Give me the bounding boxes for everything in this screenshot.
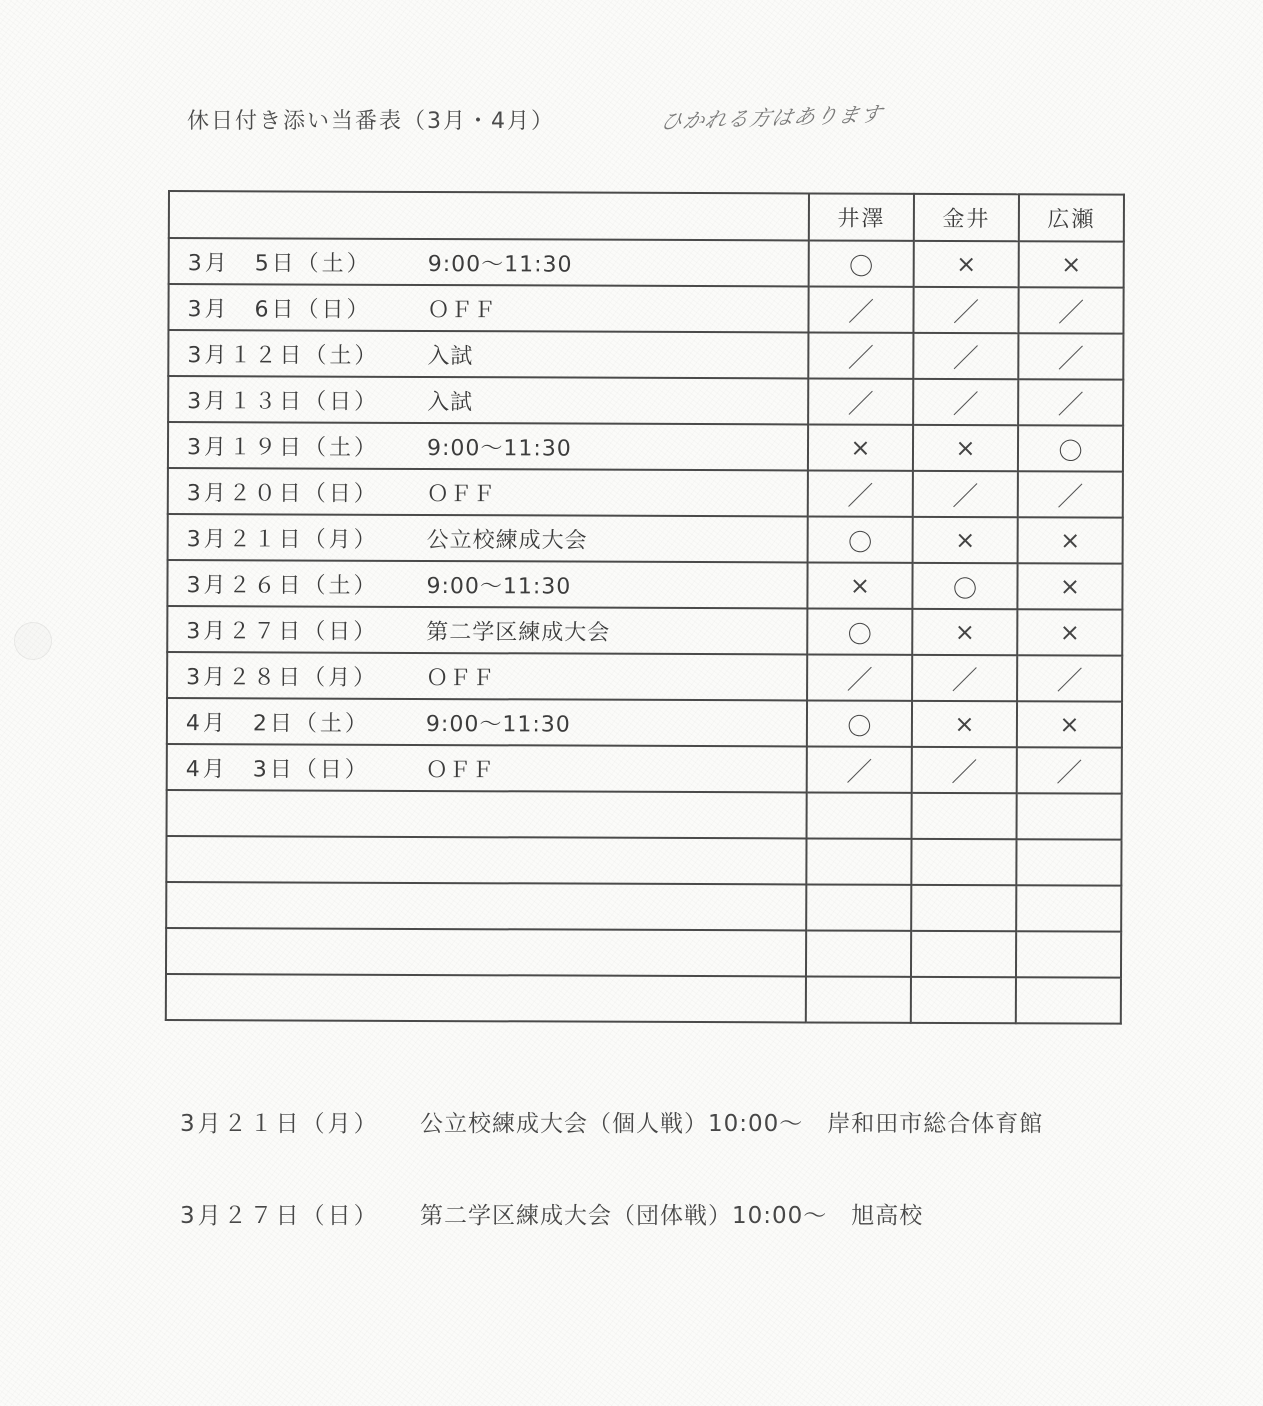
empty-cell — [911, 977, 1016, 1023]
empty-row — [167, 790, 1122, 840]
schedule-date: 3月２１日（月） — [186, 526, 379, 553]
header-blank-cell — [169, 191, 809, 240]
schedule-description-cell — [168, 422, 808, 470]
duty-mark-cell: 〇 — [1018, 425, 1123, 471]
schedule-description-cell — [168, 284, 808, 332]
duty-mark-cell: ／ — [912, 747, 1017, 793]
duty-mark-cell: × — [912, 609, 1017, 655]
column-header-name: 井澤 — [809, 193, 914, 240]
schedule-event: 9:00〜11:30 — [426, 435, 572, 462]
schedule-date: 3月２０日（日） — [186, 480, 379, 507]
duty-mark-cell: ／ — [1017, 747, 1122, 793]
schedule-description-cell — [168, 468, 808, 516]
empty-row — [166, 928, 1121, 978]
note-description: 公立校練成大会（個人戦）10:00〜 岸和田市総合体育館 — [420, 1111, 1044, 1137]
empty-cell — [806, 884, 911, 930]
document-title: 休日付き添い当番表（3月・4月） — [187, 109, 555, 134]
event-notes — [180, 1105, 1043, 1289]
schedule-description-cell — [167, 560, 807, 608]
duty-mark-cell: × — [913, 425, 1018, 471]
empty-cell — [166, 836, 806, 884]
empty-row — [166, 882, 1121, 932]
empty-cell — [1016, 977, 1121, 1023]
duty-mark-cell: ／ — [1018, 333, 1123, 379]
duty-mark-cell: ／ — [913, 471, 1018, 517]
note-description: 第二学区練成大会（団体戦）10:00〜 旭高校 — [420, 1203, 924, 1229]
empty-cell — [806, 838, 911, 884]
duty-mark-cell: ／ — [807, 746, 912, 792]
schedule-date: 4月 2日（土） — [185, 710, 370, 737]
empty-cell — [1017, 793, 1122, 839]
duty-mark-cell: ／ — [913, 333, 1018, 379]
schedule-row — [167, 652, 1122, 702]
duty-mark-cell: ／ — [1018, 287, 1123, 333]
duty-mark-cell: 〇 — [807, 608, 912, 654]
empty-cell — [166, 928, 806, 976]
schedule-event: 第二学区練成大会 — [426, 619, 611, 646]
schedule-event: ＯＦＦ — [425, 757, 495, 783]
schedule-date: 3月１３日（日） — [187, 388, 380, 415]
schedule-date: 3月２８日（月） — [186, 664, 379, 691]
schedule-row — [168, 376, 1123, 426]
header-row — [169, 191, 1124, 242]
schedule-event: 入試 — [427, 389, 474, 415]
note-date: 3月２７日（日） — [180, 1203, 380, 1229]
schedule-event: 9:00〜11:30 — [425, 711, 571, 738]
empty-row — [166, 974, 1121, 1024]
event-note — [180, 1105, 1043, 1197]
handwritten-note: ひかれる方はあります — [658, 102, 886, 134]
empty-cell — [911, 839, 1016, 885]
duty-mark-cell: 〇 — [808, 516, 913, 562]
empty-cell — [1016, 931, 1121, 977]
empty-cell — [166, 974, 806, 1022]
duty-mark-cell: × — [807, 562, 912, 608]
schedule-date: 3月１９日（土） — [186, 434, 380, 461]
schedule-event: 9:00〜11:30 — [426, 573, 572, 600]
duty-mark-cell: × — [1017, 701, 1122, 747]
schedule-event: ＯＦＦ — [426, 481, 496, 507]
empty-cell — [911, 885, 1016, 931]
empty-cell — [166, 882, 806, 930]
empty-cell — [807, 792, 912, 838]
schedule-description-cell — [167, 698, 807, 746]
duty-mark-cell: × — [1019, 241, 1124, 287]
schedule-row — [168, 422, 1123, 472]
note-date: 3月２１日（月） — [180, 1111, 380, 1137]
duty-schedule-table — [165, 190, 1125, 1025]
duty-mark-cell: ／ — [807, 654, 912, 700]
schedule-description-cell — [167, 606, 807, 654]
duty-mark-cell: × — [1017, 609, 1122, 655]
schedule-event: ＯＦＦ — [426, 665, 496, 691]
empty-cell — [806, 930, 911, 976]
duty-mark-cell: × — [912, 701, 1017, 747]
duty-mark-cell: × — [808, 424, 913, 470]
duty-mark-cell: ／ — [1018, 471, 1123, 517]
schedule-description-cell — [168, 514, 808, 562]
empty-cell — [911, 931, 1016, 977]
duty-mark-cell: 〇 — [809, 240, 914, 286]
event-note — [180, 1197, 1043, 1289]
duty-mark-cell: × — [1018, 517, 1123, 563]
schedule-date: 3月 5日（土） — [187, 250, 372, 277]
schedule-event: 9:00〜11:30 — [427, 251, 573, 278]
column-header-name: 金井 — [914, 194, 1019, 241]
empty-cell — [806, 976, 911, 1022]
schedule-date: 3月 6日（日） — [187, 296, 372, 323]
schedule-description-cell — [167, 744, 807, 792]
punch-hole-mark — [14, 622, 52, 660]
schedule-date: 4月 3日（日） — [185, 756, 370, 783]
schedule-event: ＯＦＦ — [427, 297, 497, 323]
schedule-row — [167, 606, 1122, 656]
duty-mark-cell: × — [914, 241, 1019, 287]
duty-mark-cell: ／ — [808, 470, 913, 516]
schedule-description-cell — [168, 376, 808, 424]
empty-cell — [912, 793, 1017, 839]
empty-cell — [167, 790, 807, 838]
schedule-row — [168, 514, 1123, 564]
duty-mark-cell: 〇 — [912, 563, 1017, 609]
schedule-event: 入試 — [427, 343, 474, 369]
schedule-description-cell — [169, 238, 809, 286]
schedule-event: 公立校練成大会 — [426, 527, 588, 554]
schedule-description-cell — [167, 652, 807, 700]
duty-mark-cell: × — [1017, 563, 1122, 609]
duty-mark-cell: × — [913, 517, 1018, 563]
duty-mark-cell: ／ — [1018, 379, 1123, 425]
schedule-date: 3月２７日（日） — [186, 618, 379, 645]
duty-mark-cell: 〇 — [807, 700, 912, 746]
duty-mark-cell: ／ — [913, 379, 1018, 425]
duty-mark-cell: ／ — [808, 378, 913, 424]
schedule-description-cell — [168, 330, 808, 378]
schedule-row — [167, 698, 1122, 748]
empty-cell — [1016, 885, 1121, 931]
duty-mark-cell: ／ — [808, 332, 913, 378]
schedule-body — [166, 191, 1124, 1024]
schedule-date: 3月２６日（土） — [186, 572, 379, 599]
duty-mark-cell: ／ — [1017, 655, 1122, 701]
schedule-row — [168, 284, 1123, 334]
column-header-name: 広瀬 — [1019, 194, 1124, 241]
schedule-row — [167, 560, 1122, 610]
schedule-row — [168, 468, 1123, 518]
empty-row — [166, 836, 1121, 886]
duty-mark-cell: ／ — [808, 286, 913, 332]
schedule-row — [169, 238, 1124, 288]
schedule-date: 3月１２日（土） — [187, 342, 380, 369]
schedule-row — [167, 744, 1122, 794]
empty-cell — [1016, 839, 1121, 885]
duty-mark-cell: ／ — [913, 287, 1018, 333]
duty-mark-cell: ／ — [912, 655, 1017, 701]
schedule-row — [168, 330, 1123, 380]
